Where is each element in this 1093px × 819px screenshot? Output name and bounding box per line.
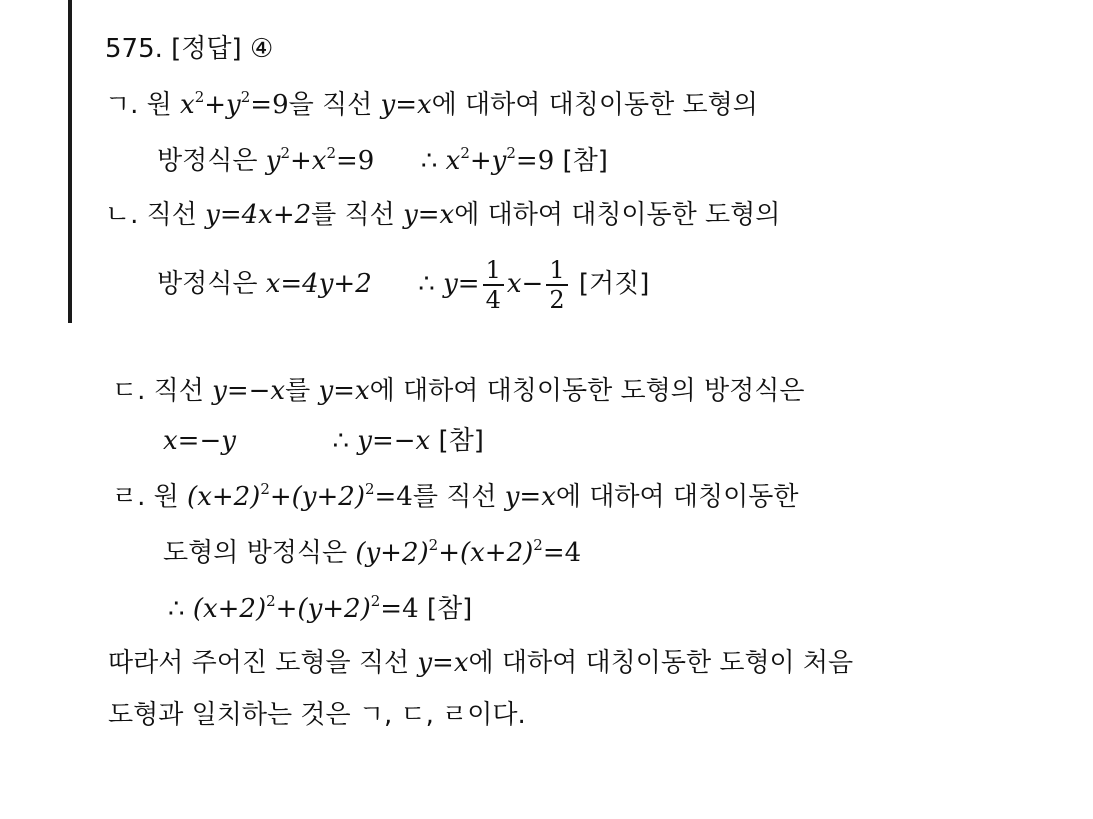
item-r-marker: ㄹ. — [112, 482, 146, 512]
item-r-word2: 를 직선 — [412, 482, 497, 512]
item-r-verdict: [참] — [426, 594, 473, 624]
item-g-verdict: [참] — [562, 146, 608, 176]
item-d-verdict: [참] — [438, 426, 484, 456]
conclusion-text-a: 따라서 주어진 도형을 직선 — [108, 648, 410, 678]
conclusion-line1 — [108, 646, 853, 680]
item-n-l2-eq2a: y= — [443, 269, 480, 299]
item-d-line2 — [163, 424, 484, 458]
item-d-l2-eq2: y=−x — [357, 426, 431, 456]
item-g-eq1: $x^2+y^2=9$ — [180, 88, 289, 120]
conclusion-text-b: 에 대하여 대칭이동한 도형이 처음 — [468, 648, 854, 678]
item-d-eq2: y=x — [318, 376, 370, 406]
item-r-l2-word1: 도형의 방정식은 — [163, 538, 348, 568]
item-d-eq1: y=−x — [212, 376, 286, 406]
item-r-l3-eq1: $(x+2)^2+(y+2)^2=4$ — [192, 592, 419, 624]
item-r-line2 — [163, 536, 581, 570]
item-g-l2-eq2: $x^2+y^2=9$ — [445, 144, 555, 176]
item-n-l2-eq1: x=4y+2 — [265, 269, 372, 299]
item-n-word2: 를 직선 — [311, 200, 395, 230]
item-g-word3: 에 대하여 대칭이동한 도형의 — [431, 90, 758, 120]
therefore-symbol: ∴ — [418, 269, 435, 299]
fraction-one-quarter: $\frac{1}{4}$ — [483, 256, 504, 314]
answer-header-text: 575. [정답] ④ — [105, 34, 274, 64]
answer-header — [105, 32, 273, 66]
item-g-word2: 을 직선 — [288, 90, 373, 120]
fraction-one-half: $\frac{1}{2}$ — [546, 256, 567, 314]
item-d-l2-eq1: x=−y — [163, 426, 236, 456]
item-g-l2-eq1: $y^2+x^2=9$ — [265, 144, 375, 176]
item-n-word3: 에 대하여 대칭이동한 도형의 — [454, 200, 781, 230]
item-n-l2-eq2b: x− — [506, 269, 544, 299]
item-g-eq2: y=x — [380, 90, 432, 120]
therefore-symbol: ∴ — [168, 594, 185, 624]
item-d-line1 — [112, 374, 805, 408]
item-n-eq1: y=4x+2 — [205, 200, 312, 230]
item-g-l2-word1: 방정식은 — [157, 146, 258, 176]
item-d-word3: 에 대하여 대칭이동한 도형의 방정식은 — [369, 376, 805, 406]
item-g-line2 — [157, 144, 608, 178]
therefore-symbol: ∴ — [332, 426, 349, 456]
item-n-eq2: y=x — [403, 200, 455, 230]
item-r-eq2: y=x — [504, 482, 556, 512]
item-g-word1: 원 — [146, 90, 172, 120]
item-n-line2 — [157, 252, 649, 316]
item-d-marker: ㄷ. — [112, 376, 146, 406]
item-g-marker: ㄱ. — [105, 90, 139, 120]
item-r-line3 — [168, 592, 472, 626]
item-r-word3: 에 대하여 대칭이동한 — [555, 482, 799, 512]
item-d-word2: 를 — [285, 376, 311, 406]
item-n-l2-word1: 방정식은 — [157, 269, 258, 299]
item-r-word1: 원 — [153, 482, 179, 512]
item-r-l2-eq1: $(y+2)^2+(x+2)^2=4$ — [355, 536, 582, 568]
item-r-line1 — [112, 480, 798, 514]
conclusion-eq: y=x — [417, 648, 469, 678]
therefore-symbol: ∴ — [420, 146, 438, 176]
item-d-word1: 직선 — [153, 376, 204, 406]
item-n-verdict: [거짓] — [578, 269, 650, 299]
item-n-line1 — [105, 198, 780, 232]
item-n-marker: ㄴ. — [105, 200, 139, 230]
item-r-eq1: $(x+2)^2+(y+2)^2=4$ — [187, 480, 413, 512]
left-margin-bar — [68, 0, 72, 323]
item-n-word1: 직선 — [146, 200, 197, 230]
item-g-line1 — [105, 88, 758, 122]
conclusion-line2 — [108, 698, 526, 732]
conclusion-text-c: 도형과 일치하는 것은 ㄱ, ㄷ, ㄹ이다. — [108, 700, 526, 730]
